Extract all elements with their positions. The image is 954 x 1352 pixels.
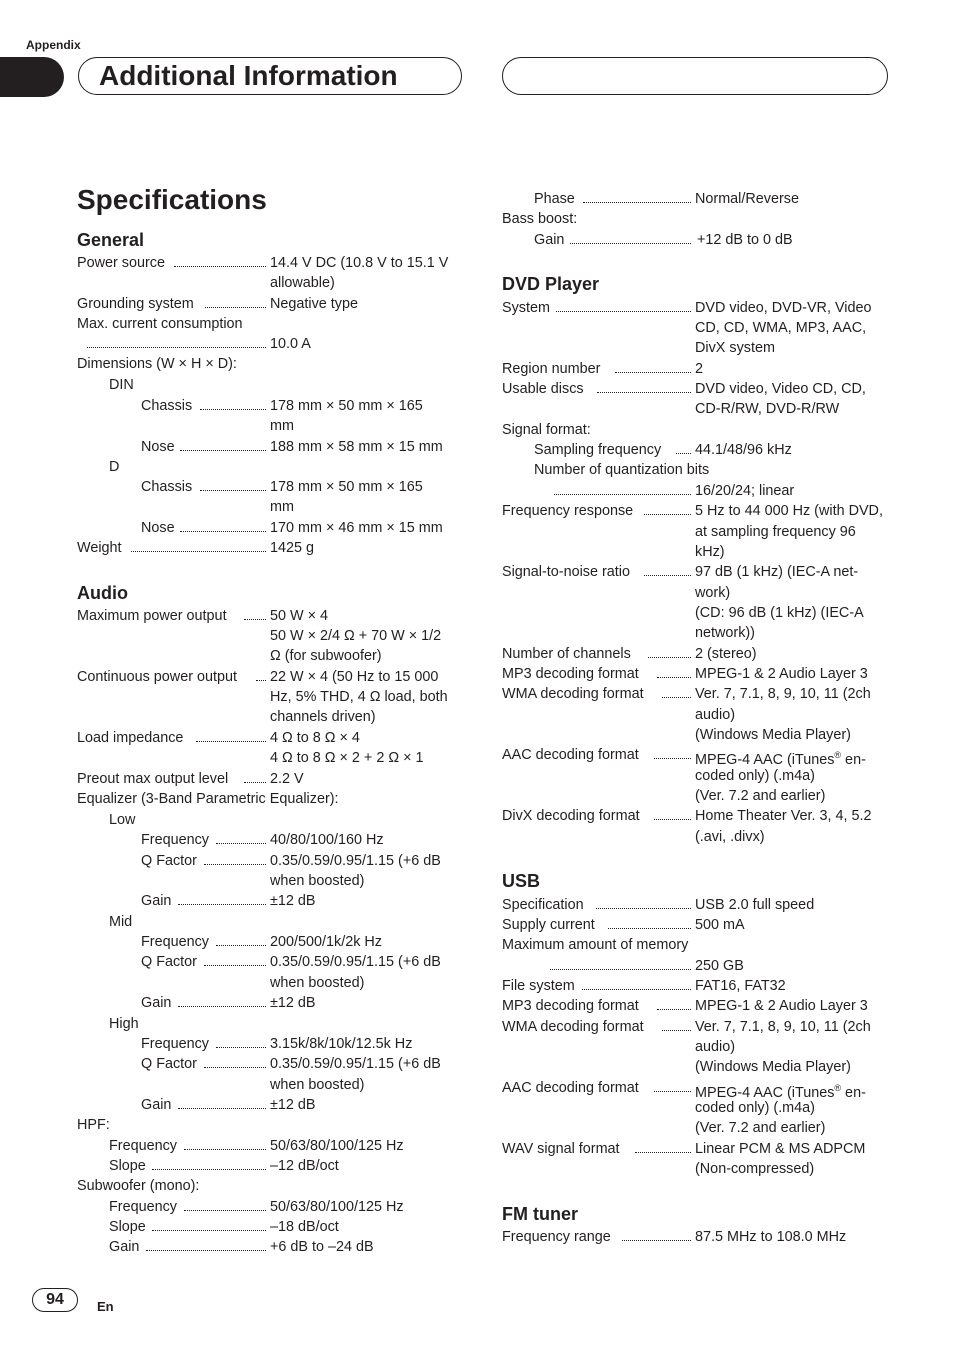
spec-cont: audio): [695, 1039, 736, 1055]
spec-label: Max. current consumption: [77, 316, 243, 332]
spec-cont: at sampling frequency 96: [695, 524, 856, 540]
spec-row: Number of channels 2 (stereo): [502, 646, 757, 662]
spec-cont: when boosted): [270, 873, 365, 889]
section-tab: [0, 57, 64, 97]
spec-cont: 4 Ω to 8 Ω × 2 + 2 Ω × 1: [270, 750, 424, 766]
spec-cont: channels driven): [270, 709, 376, 725]
spec-label: Low: [109, 812, 136, 828]
spec-row: Sampling frequency 44.1/48/96 kHz: [534, 442, 792, 458]
spec-row: WAV signal format Linear PCM & MS ADPCM: [502, 1141, 866, 1157]
header-title: Additional Information: [99, 60, 398, 91]
spec-label: Maximum amount of memory: [502, 937, 689, 953]
spec-cont: when boosted): [270, 1077, 365, 1093]
header-empty-box: [502, 57, 888, 95]
spec-label: D: [109, 459, 120, 475]
spec-cont: (Ver. 7.2 and earlier): [695, 788, 826, 804]
spec-row: Gain ±12 dB: [141, 995, 316, 1011]
spec-row: System DVD video, DVD-VR, Video: [502, 300, 872, 316]
spec-row: Nose 188 mm × 58 mm × 15 mm: [141, 439, 443, 455]
spec-label: Equalizer (3-Band Parametric Equalizer):: [77, 791, 339, 807]
spec-row: 250 GB: [502, 956, 890, 976]
spec-row: Gain ±12 dB: [141, 893, 316, 909]
section-fm: FM tuner: [502, 1204, 578, 1224]
spec-row: Frequency 50/63/80/100/125 Hz: [109, 1138, 404, 1154]
section-dvd: DVD Player: [502, 274, 600, 294]
spec-row: Supply current 500 mA: [502, 917, 745, 933]
spec-row: Specification USB 2.0 full speed: [502, 897, 815, 913]
spec-row: Frequency 40/80/100/160 Hz: [141, 832, 384, 848]
spec-row: Q Factor 0.35/0.59/0.95/1.15 (+6 dB: [141, 853, 441, 869]
spec-row: Continuous power output 22 W × 4 (50 Hz to 15 000: [77, 669, 439, 685]
spec-cont: CD, CD, WMA, MP3, AAC,: [695, 320, 867, 336]
spec-row: Frequency range 87.5 MHz to 108.0 MHz: [502, 1229, 847, 1245]
section-audio: Audio: [77, 583, 128, 603]
spec-row: Nose 170 mm × 46 mm × 15 mm: [141, 520, 443, 536]
spec-row: Q Factor 0.35/0.59/0.95/1.15 (+6 dB: [141, 954, 441, 970]
spec-row: Usable discs DVD video, Video CD, CD,: [502, 381, 866, 397]
spec-cont: audio): [695, 707, 736, 723]
spec-label: Bass boost:: [502, 211, 578, 227]
spec-label: DIN: [109, 377, 134, 393]
spec-row: Q Factor 0.35/0.59/0.95/1.15 (+6 dB: [141, 1056, 441, 1072]
page-number: 94: [32, 1288, 78, 1312]
language-label: En: [97, 1299, 114, 1314]
spec-row: Frequency 50/63/80/100/125 Hz: [109, 1199, 404, 1215]
spec-row: Signal-to-noise ratio 97 dB (1 kHz) (IEC-A net-: [502, 564, 859, 580]
spec-row: Gain +12 dB to 0 dB: [534, 232, 793, 248]
appendix-label: Appendix: [26, 38, 81, 52]
spec-row: Chassis 178 mm × 50 mm × 165: [141, 398, 423, 414]
spec-row: DivX decoding format Home Theater Ver. 3, 4, 5.2: [502, 808, 872, 824]
spec-row: AAC decoding format MPEG-4 AAC (iTunes® en-: [502, 1080, 866, 1101]
spec-cont: 50 W × 2/4 Ω + 70 W × 1/2: [270, 628, 442, 644]
spec-cont: coded only) (.m4a): [695, 1100, 815, 1116]
spec-cont: mm: [270, 418, 294, 434]
spec-row: Phase Normal/Reverse: [534, 191, 799, 207]
spec-row: Power source 14.4 V DC (10.8 V to 15.1 V: [77, 255, 449, 271]
spec-row: Frequency 3.15k/8k/10k/12.5k Hz: [141, 1036, 413, 1052]
spec-label: Signal format:: [502, 422, 591, 438]
spec-cont: (Windows Media Player): [695, 727, 851, 743]
spec-cont: CD-R/RW, DVD-R/RW: [695, 401, 840, 417]
section-usb: USB: [502, 871, 541, 891]
spec-row: Gain ±12 dB: [141, 1097, 316, 1113]
section-general: General: [77, 230, 145, 250]
spec-label: High: [109, 1016, 139, 1032]
spec-row: MP3 decoding format MPEG-1 & 2 Audio Layer 3: [502, 998, 868, 1014]
spec-cont: (.avi, .divx): [695, 829, 765, 845]
spec-label: Dimensions (W × H × D):: [77, 356, 237, 372]
spec-row: MP3 decoding format MPEG-1 & 2 Audio Layer 3: [502, 666, 868, 682]
spec-row: File system FAT16, FAT32: [502, 978, 786, 994]
spec-label: HPF:: [77, 1117, 110, 1133]
spec-cont: when boosted): [270, 975, 365, 991]
spec-cont: (Non-compressed): [695, 1161, 815, 1177]
spec-cont: mm: [270, 499, 294, 515]
spec-label: Subwoofer (mono):: [77, 1178, 200, 1194]
spec-row: Frequency 200/500/1k/2k Hz: [141, 934, 382, 950]
spec-row: Weight 1425 g: [77, 540, 315, 556]
spec-row: 10.0 A: [77, 334, 463, 354]
spec-row: Frequency response 5 Hz to 44 000 Hz (with DVD,: [502, 503, 883, 519]
spec-row: Maximum power output 50 W × 4: [77, 608, 328, 624]
spec-cont: coded only) (.m4a): [695, 768, 815, 784]
spec-cont: work): [695, 585, 731, 601]
spec-cont: Hz, 5% THD, 4 Ω load, both: [270, 689, 448, 705]
spec-cont: kHz): [695, 544, 725, 560]
spec-cont: allowable): [270, 275, 335, 291]
page-title: Specifications: [77, 184, 267, 215]
spec-cont: (Windows Media Player): [695, 1059, 851, 1075]
spec-cont: Ω (for subwoofer): [270, 648, 382, 664]
spec-row: Chassis 178 mm × 50 mm × 165: [141, 479, 423, 495]
spec-cont: DivX system: [695, 340, 775, 356]
spec-row: WMA decoding format Ver. 7, 7.1, 8, 9, 10, 11 (2ch: [502, 1019, 871, 1035]
spec-row: 16/20/24; linear: [502, 481, 890, 501]
spec-cont: network)): [695, 625, 755, 641]
spec-row: Slope –12 dB/oct: [109, 1158, 339, 1174]
spec-cont: (CD: 96 dB (1 kHz) (IEC-A: [695, 605, 864, 621]
spec-row: Load impedance 4 Ω to 8 Ω × 4: [77, 730, 360, 746]
header-title-box: [78, 57, 462, 95]
spec-row: Gain +6 dB to –24 dB: [109, 1239, 374, 1255]
spec-row: Region number 2: [502, 361, 704, 377]
spec-label: Mid: [109, 914, 133, 930]
spec-label: Number of quantization bits: [534, 462, 710, 478]
spec-cont: (Ver. 7.2 and earlier): [695, 1120, 826, 1136]
spec-row: Preout max output level 2.2 V: [77, 771, 304, 787]
spec-row: Grounding system Negative type: [77, 296, 358, 312]
spec-row: Slope –18 dB/oct: [109, 1219, 339, 1235]
spec-row: WMA decoding format Ver. 7, 7.1, 8, 9, 10, 11 (2ch: [502, 686, 871, 702]
spec-row: AAC decoding format MPEG-4 AAC (iTunes® en-: [502, 747, 866, 768]
